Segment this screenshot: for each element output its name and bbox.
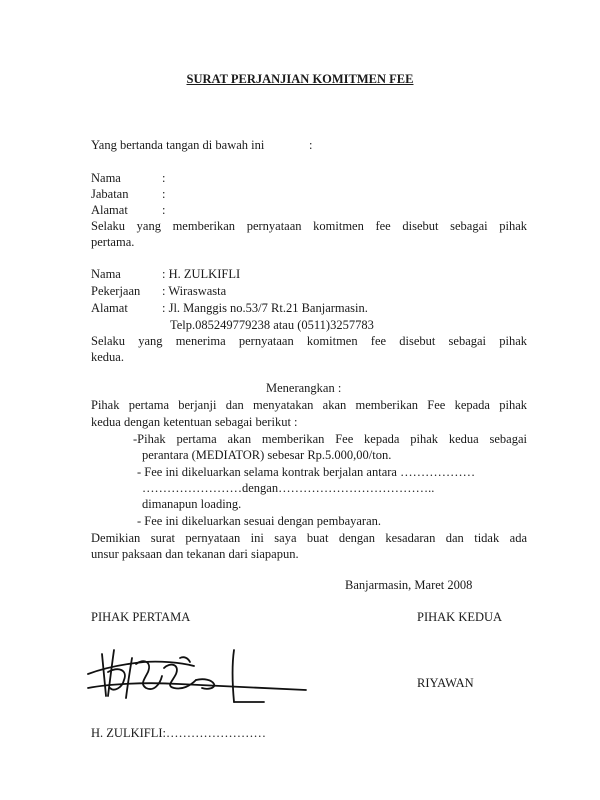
pihak-kedua-label: PIHAK KEDUA [417, 610, 503, 624]
party2-pekerjaan-value: : Wiraswasta [162, 284, 227, 298]
party1-alamat-colon: : [162, 203, 166, 217]
party2-pekerjaan-label: Pekerjaan [91, 284, 141, 298]
party2-description-line1: Selaku yang menerima pernyataan komitmen fee disebut sebagai pihak [91, 334, 527, 348]
item1-line2: perantara (MEDIATOR) sebesar Rp.5.000,00/ton. [142, 448, 392, 462]
closing-line2: unsur paksaan dan tekanan dari siapapun. [91, 547, 299, 561]
party1-nama-colon: : [162, 171, 166, 185]
pihak-pertama-label: PIHAK PERTAMA [91, 610, 191, 624]
signatory-pihak-pertama: H. ZULKIFLI:…………………… [91, 726, 266, 740]
party1-description-line2: pertama. [91, 235, 135, 249]
document-title: SURAT PERJANJIAN KOMITMEN FEE [186, 72, 414, 86]
party1-description-line1: Selaku yang memberikan pernyataan komitmen fee disebut sebagai pihak [91, 219, 527, 233]
party2-telp: Telp.085249779238 atau (0511)3257783 [170, 318, 374, 332]
party2-nama-label: Nama [91, 267, 121, 281]
item2-line1: - Fee ini dikeluarkan selama kontrak berjalan antara ……………… [137, 465, 476, 479]
handwritten-signature [84, 644, 314, 706]
intro-colon: : [309, 138, 313, 152]
place-date: Banjarmasin, Maret 2008 [345, 578, 473, 592]
party2-nama-value: : H. ZULKIFLI [162, 267, 241, 281]
item1-line1: -Pihak pertama akan memberikan Fee kepada pihak kedua sebagai [133, 432, 527, 446]
party2-alamat-label: Alamat [91, 301, 128, 315]
intro-text: Yang bertanda tangan di bawah ini [91, 138, 265, 152]
closing-line1: Demikian surat pernyataan ini saya buat dengan kesadaran dan tidak ada [91, 531, 527, 545]
party1-jabatan-label: Jabatan [91, 187, 129, 201]
party1-nama-label: Nama [91, 171, 121, 185]
party1-jabatan-colon: : [162, 187, 166, 201]
body-line2: kedua dengan ketentuan sebagai berikut : [91, 415, 298, 429]
party1-alamat-label: Alamat [91, 203, 128, 217]
item2-line2: ……………………dengan……………………………….. [142, 481, 435, 495]
party2-alamat-value: : Jl. Manggis no.53/7 Rt.21 Banjarmasin. [162, 301, 368, 315]
signatory-pihak-kedua: RIYAWAN [417, 676, 474, 690]
item2-line3: dimanapun loading. [142, 497, 242, 511]
menerangkan-heading: Menerangkan : [266, 381, 342, 395]
item3: - Fee ini dikeluarkan sesuai dengan pembayaran. [137, 514, 382, 528]
party2-description-line2: kedua. [91, 350, 124, 364]
body-line1: Pihak pertama berjanji dan menyatakan akan memberikan Fee kepada pihak [91, 398, 527, 412]
